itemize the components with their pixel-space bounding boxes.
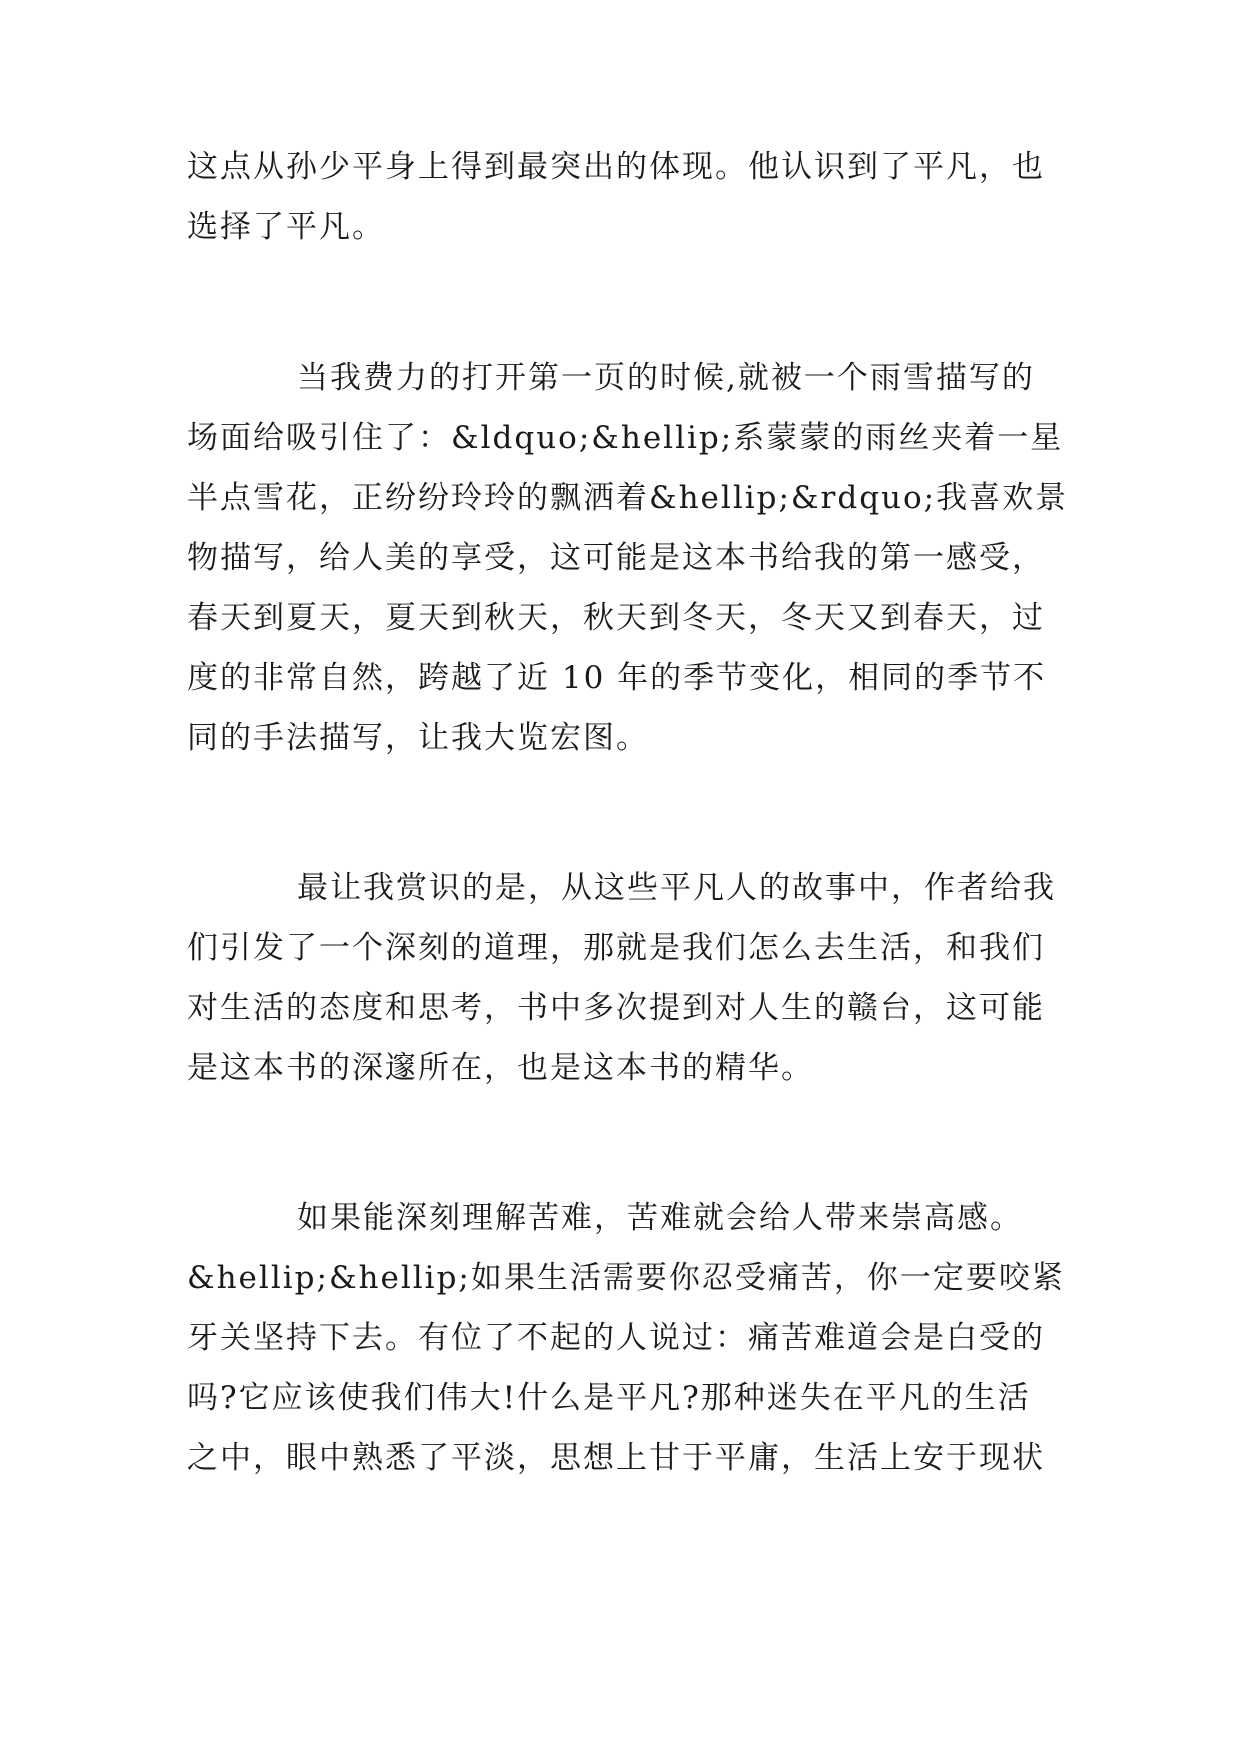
paragraph-2-line-3: 半点雪花，正纷纷玲玲的飘洒着&hellip;&rdquo;我喜欢景 [187, 480, 1069, 516]
paragraph-2-line-1: 当我费力的打开第一页的时候,就被一个雨雪描写的 [297, 360, 1035, 396]
paragraph-3-line-1: 最让我赏识的是，从这些平凡人的故事中，作者给我 [297, 870, 1056, 906]
paragraph-3-line-3: 对生活的态度和思考，书中多次提到对人生的赣台，这可能 [187, 990, 1045, 1026]
paragraph-2-line-5: 春天到夏天，夏天到秋天，秋天到冬天，冬天又到春天，过 [187, 600, 1045, 636]
paragraph-2-line-2: 场面给吸引住了：&ldquo;&hellip;系蒙蒙的雨丝夹着一星 [187, 420, 1064, 456]
paragraph-4-line-4: 吗?它应该使我们伟大!什么是平凡?那种迷失在平凡的生活 [187, 1380, 1031, 1416]
paragraph-2-line-7: 同的手法描写，让我大览宏图。 [187, 720, 649, 756]
paragraph-4-line-2: &hellip;&hellip;如果生活需要你忍受痛苦，你一定要咬紧 [187, 1260, 1065, 1296]
paragraph-3-line-2: 们引发了一个深刻的道理，那就是我们怎么去生活，和我们 [187, 930, 1045, 966]
paragraph-2-line-4: 物描写，给人美的享受，这可能是这本书给我的第一感受， [187, 540, 1045, 576]
paragraph-3-line-4: 是这本书的深邃所在，也是这本书的精华。 [187, 1050, 814, 1086]
paragraph-1-line-1: 这点从孙少平身上得到最突出的体现。他认识到了平凡，也 [187, 149, 1045, 185]
paragraph-4-line-3: 牙关坚持下去。有位了不起的人说过：痛苦难道会是白受的 [187, 1320, 1045, 1356]
paragraph-2-line-6: 度的非常自然，跨越了近 10 年的季节变化，相同的季节不 [187, 660, 1047, 696]
paragraph-4-line-1: 如果能深刻理解苦难，苦难就会给人带来崇高感。 [297, 1200, 1023, 1236]
paragraph-1-line-2: 选择了平凡。 [187, 209, 385, 245]
paragraph-4-line-5: 之中，眼中熟悉了平淡，思想上甘于平庸，生活上安于现状 [187, 1440, 1045, 1476]
